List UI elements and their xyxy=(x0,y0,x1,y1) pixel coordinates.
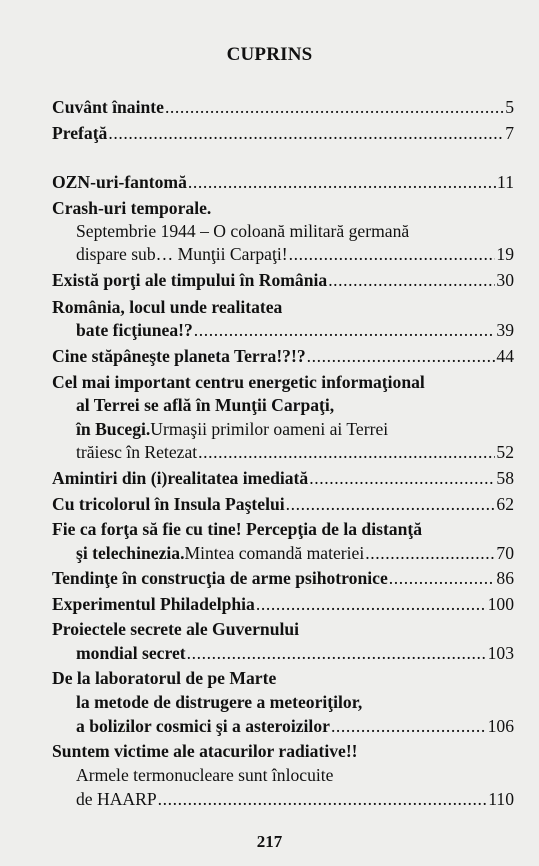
dot-leader xyxy=(187,642,487,665)
toc-page-number: 106 xyxy=(487,716,514,736)
dot-leader xyxy=(289,243,496,266)
toc-entry-continuation: Armele termonucleare sunt înlocuite xyxy=(76,765,334,785)
toc-page-number: 7 xyxy=(505,123,514,143)
toc-entry-continuation: mondial secret ..... 103 xyxy=(76,642,514,665)
toc-entry: Suntem victime ale atacurilor radiative!! xyxy=(52,741,358,761)
toc-entry: Fie ca forţa să fie cu tine! Percepţia de la distanţă xyxy=(52,519,423,539)
toc-entry: De la laboratorul de pe Marte xyxy=(52,668,277,688)
toc-entry-continuation: de HAARP ..... 110 xyxy=(76,788,514,811)
toc-entry-continuation: la metode de distrugere a meteoriţilor, xyxy=(76,692,363,712)
toc-entry: OZN-uri-fantomă ..... 11 xyxy=(52,171,514,194)
toc-entry-continuation: Septembrie 1944 – O coloană militară germană xyxy=(76,221,410,241)
dot-leader xyxy=(365,542,495,565)
toc-page-number: 11 xyxy=(497,172,514,192)
toc-page-number: 110 xyxy=(488,789,514,809)
toc-entry: Prefaţă ..... 7 xyxy=(52,122,514,145)
toc-page-number: 44 xyxy=(496,346,514,366)
toc-entry-continuation: trăiesc în Retezat ..... 52 xyxy=(76,441,514,464)
dot-leader xyxy=(165,96,504,119)
toc-entry: Cine stăpâneşte planeta Terra!?!? ..... 44 xyxy=(52,345,514,368)
dot-leader xyxy=(307,345,496,368)
dot-leader xyxy=(198,441,495,464)
dot-leader xyxy=(188,171,496,194)
toc-entry: Crash-uri temporale. xyxy=(52,198,212,218)
toc-entry: Proiectele secrete ale Guvernului xyxy=(52,619,300,639)
dot-leader xyxy=(194,319,496,342)
toc-page-number: 52 xyxy=(496,442,514,462)
page-number: 217 xyxy=(256,832,283,851)
toc-entry-continuation: dispare sub… Munţii Carpaţi! ..... 19 xyxy=(76,243,514,266)
toc-page-number: 86 xyxy=(496,568,514,588)
dot-leader xyxy=(158,788,488,811)
toc-entry: Amintiri din (i)realitatea imediată ..... 58 xyxy=(52,467,514,490)
toc-entry-continuation: al Terrei se află în Munţii Carpaţi, xyxy=(76,395,335,415)
toc-entry: Cu tricolorul în Insula Paştelui ..... 62 xyxy=(52,493,514,516)
toc-page-number: 70 xyxy=(496,543,514,563)
toc-page-number: 62 xyxy=(496,494,514,514)
toc-page-number: 103 xyxy=(487,643,514,663)
toc-entry-continuation: în Bucegi. Urmaşii primilor oameni ai Terrei xyxy=(76,419,389,439)
toc-page-number: 39 xyxy=(496,320,514,340)
toc-page-number: 19 xyxy=(496,244,514,264)
toc-entry-continuation: a bolizilor cosmici şi a asteroizilor ..... 106 xyxy=(76,715,514,738)
dot-leader xyxy=(309,467,495,490)
toc-entry: România, locul unde realitatea xyxy=(52,297,283,317)
toc-page-number: 58 xyxy=(496,468,514,488)
toc-entry: Există porţi ale timpului în România ..... 30 xyxy=(52,269,514,292)
dot-leader xyxy=(389,567,496,590)
dot-leader xyxy=(108,122,504,145)
dot-leader xyxy=(286,493,496,516)
toc-page-number: 30 xyxy=(496,270,514,290)
toc-entry: Cuvânt înainte ..... 5 xyxy=(52,96,514,119)
toc-page-number: 5 xyxy=(505,97,514,117)
dot-leader xyxy=(328,269,495,292)
toc-entry: Tendinţe în construcţia de arme psihotronice ..... 86 xyxy=(52,567,514,590)
toc-entry-continuation: bate ficţiunea!? ..... 39 xyxy=(76,319,514,342)
toc-entry: Cel mai important centru energetic informaţional xyxy=(52,372,425,392)
toc-entry-continuation: şi telechinezia. Mintea comandă materiei ..... 70 xyxy=(76,542,514,565)
dot-leader xyxy=(331,715,487,738)
dot-leader xyxy=(256,593,487,616)
toc-entry: Experimentul Philadelphia ..... 100 xyxy=(52,593,514,616)
toc-page-number: 100 xyxy=(487,594,514,614)
page-title: CUPRINS xyxy=(226,44,313,65)
